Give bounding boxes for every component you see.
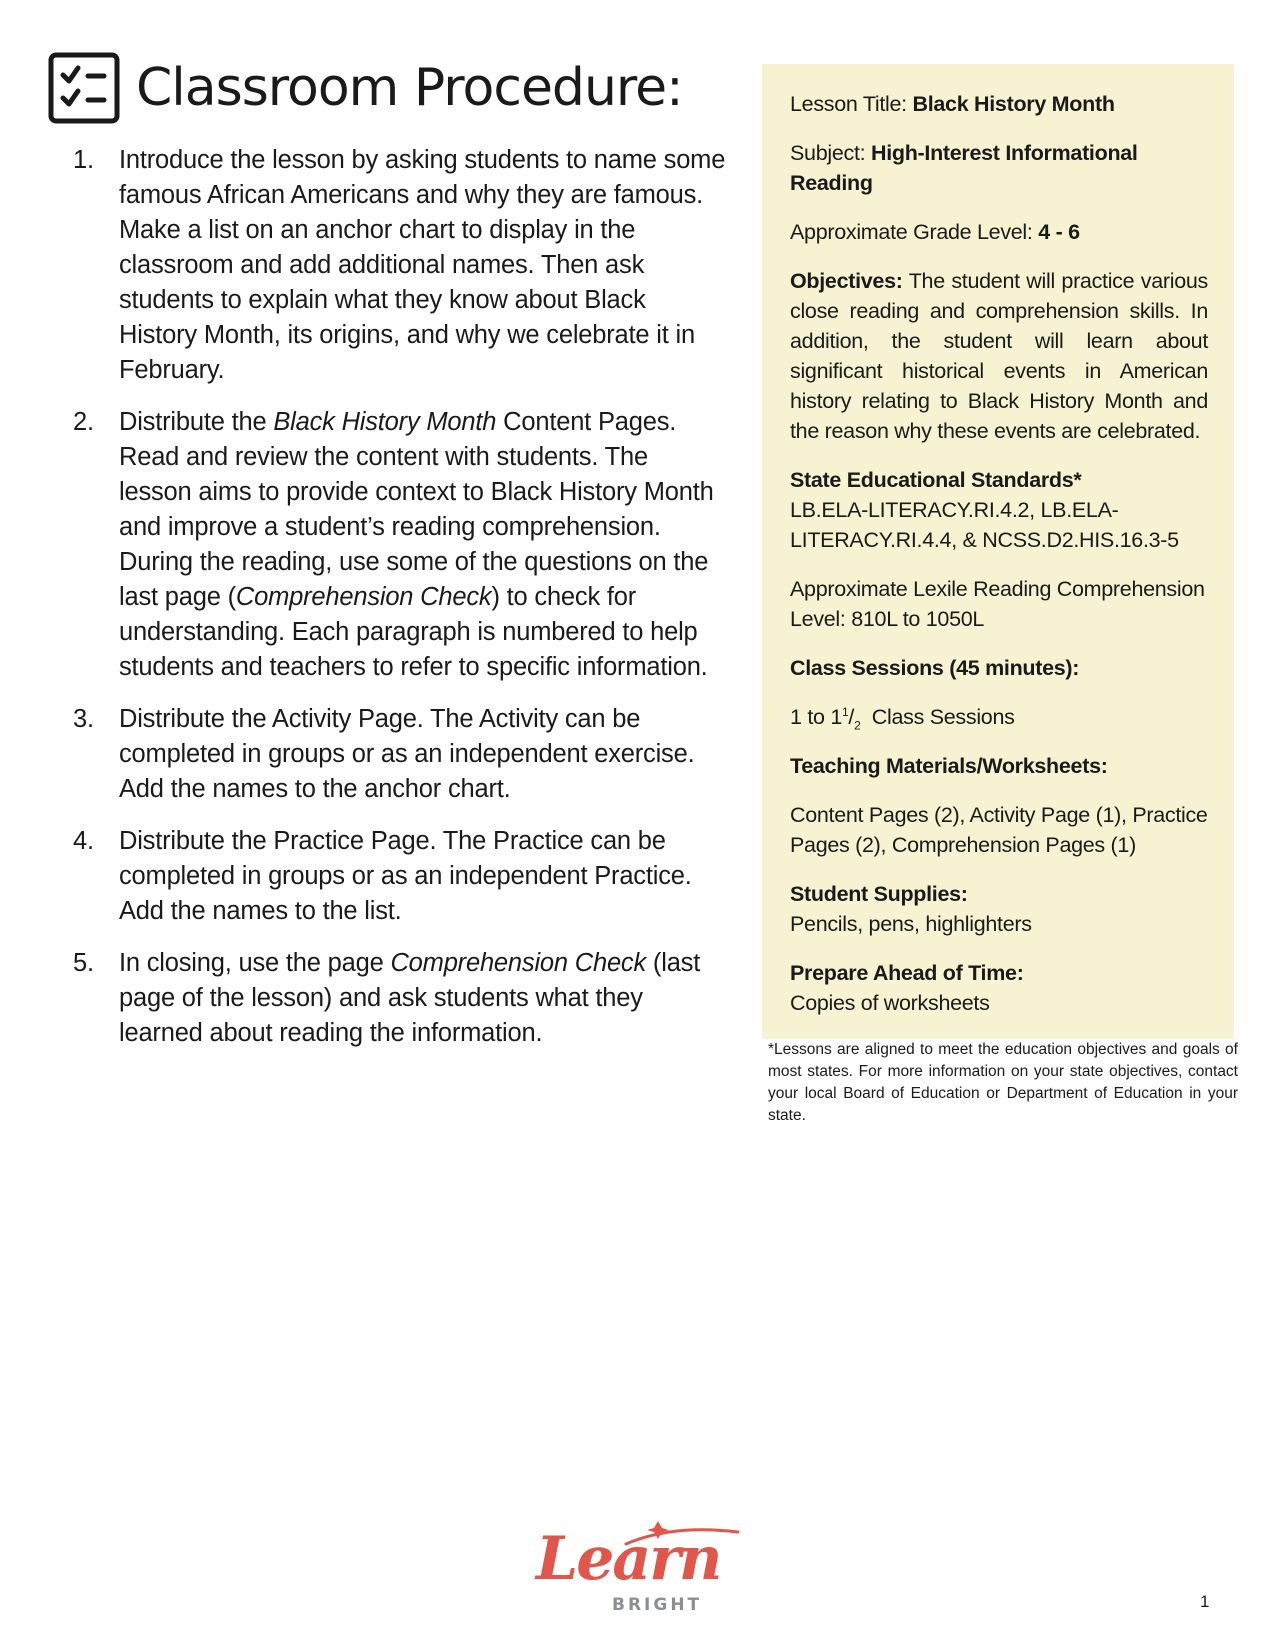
procedure-step: [66, 702, 726, 807]
step-text: [119, 946, 726, 1051]
step-text-segment: (last page of the lesson) and ask students what they learned about reading the information.: [119, 949, 701, 1047]
procedure-list: [66, 143, 726, 1068]
step-text-italic: Black History Month: [273, 408, 497, 436]
subject-label: Subject:: [790, 141, 871, 165]
step-text: [119, 143, 726, 388]
sessions-suffix: Class Sessions: [860, 705, 1015, 729]
sessions-label-row: [790, 653, 1208, 683]
step-text-segment: Distribute the Activity Page. The Activity can be completed in groups or as an independent exercise. Add the names to the anchor chart.: [119, 705, 695, 803]
step-number: 5.: [73, 949, 94, 977]
lexile-row: Approximate Lexile Reading Comprehension Level: 810L to 1050L: [790, 577, 1205, 631]
step-number: 1.: [73, 146, 94, 174]
lesson-title-value: Black History Month: [912, 92, 1115, 116]
logo-subtitle: BRIGHT: [612, 1595, 703, 1615]
procedure-step: [66, 405, 726, 685]
logo-wordmark: Learn: [536, 1524, 721, 1594]
procedure-step: [66, 143, 726, 388]
header: [48, 52, 683, 124]
sessions-fraction-slash: /: [848, 705, 855, 729]
step-text: [119, 702, 726, 807]
prepare-row: [790, 958, 1208, 1018]
step-text-italic: Comprehension Check: [390, 949, 647, 977]
standards-label: State Educational Standards*: [790, 468, 1082, 492]
subject-row: [790, 138, 1208, 198]
grade-value: 4 - 6: [1038, 220, 1080, 244]
page-number: 1: [1200, 1592, 1210, 1611]
standards-row: [790, 465, 1208, 555]
step-text-segment: ) to check for understanding. Each paragraph is numbered to help students and teachers to refer to specific information.: [119, 583, 708, 681]
grade-row: [790, 217, 1208, 247]
prepare-label: Prepare Ahead of Time:: [790, 961, 1024, 985]
supplies-text: Pencils, pens, highlighters: [790, 912, 1032, 936]
standards-footnote: *Lessons are aligned to meet the education objectives and goals of most states. For more information on your state objectives, contact your local Board of Education or Department of Education in your state.: [768, 1041, 1238, 1124]
step-text-segment: Distribute the: [119, 408, 274, 436]
prepare-text: Copies of worksheets: [790, 991, 990, 1015]
lesson-title-row: [790, 89, 1208, 119]
sessions-value-row: [790, 702, 1208, 732]
step-text-segment: Distribute the Practice Page. The Practice can be completed in groups or as an independent Practice. Add the names to the list.: [119, 827, 692, 925]
learn-bright-logo: [530, 1518, 750, 1618]
objectives-row: [790, 266, 1208, 446]
sessions-fraction-numerator: 1: [842, 704, 849, 719]
checklist-icon: [48, 52, 120, 124]
lesson-title-label: Lesson Title:: [790, 92, 913, 116]
step-text-segment: Content Pages. Read and review the content with students. The lesson aims to provide context to Black History Month and improve a student’s reading comprehension. During the reading, use some of the questions on the last page (: [119, 408, 714, 611]
objectives-text: The student will practice various close reading and comprehension skills. In addition, the student will learn about significant historical events in American history relating to Black History Month and the reason why these events are celebrated.: [790, 269, 1208, 443]
step-number: 3.: [73, 705, 94, 733]
step-number: 2.: [73, 408, 94, 436]
lesson-info-box: [762, 64, 1234, 1039]
step-text-segment: In closing, use the page: [119, 949, 391, 977]
step-number: 4.: [73, 827, 94, 855]
page-title: Classroom Procedure:: [136, 58, 683, 118]
materials-label: Teaching Materials/Worksheets:: [790, 754, 1108, 778]
materials-text: Content Pages (2), Activity Page (1), Practice Pages (2), Comprehension Pages (1): [790, 803, 1208, 857]
supplies-label: Student Supplies:: [790, 882, 968, 906]
supplies-row: [790, 879, 1208, 939]
grade-label: Approximate Grade Level:: [790, 220, 1039, 244]
standards-text: LB.ELA-LITERACY.RI.4.2, LB.ELA-LITERACY.RI.4.4, & NCSS.D2.HIS.16.3-5: [790, 498, 1179, 552]
step-text: [119, 405, 726, 685]
sessions-fraction-denominator: 2: [854, 718, 861, 733]
sessions-prefix: 1 to 1: [790, 705, 842, 729]
sessions-label: Class Sessions (45 minutes):: [790, 656, 1080, 680]
procedure-step: [66, 946, 726, 1051]
materials-label-row: [790, 751, 1208, 781]
objectives-label: Objectives:: [790, 269, 903, 293]
procedure-step: [66, 824, 726, 929]
subject-value: High-Interest Informational Reading: [790, 141, 1138, 195]
step-text-segment: Introduce the lesson by asking students to name some famous African Americans and why they are famous. Make a list on an anchor chart to display in the classroom and add additional names. Then ask students to explain what they know about Black History Month, its origins, and why we celebrate it in February.: [119, 146, 726, 384]
step-text: [119, 824, 726, 929]
step-text-italic: Comprehension Check: [235, 583, 492, 611]
